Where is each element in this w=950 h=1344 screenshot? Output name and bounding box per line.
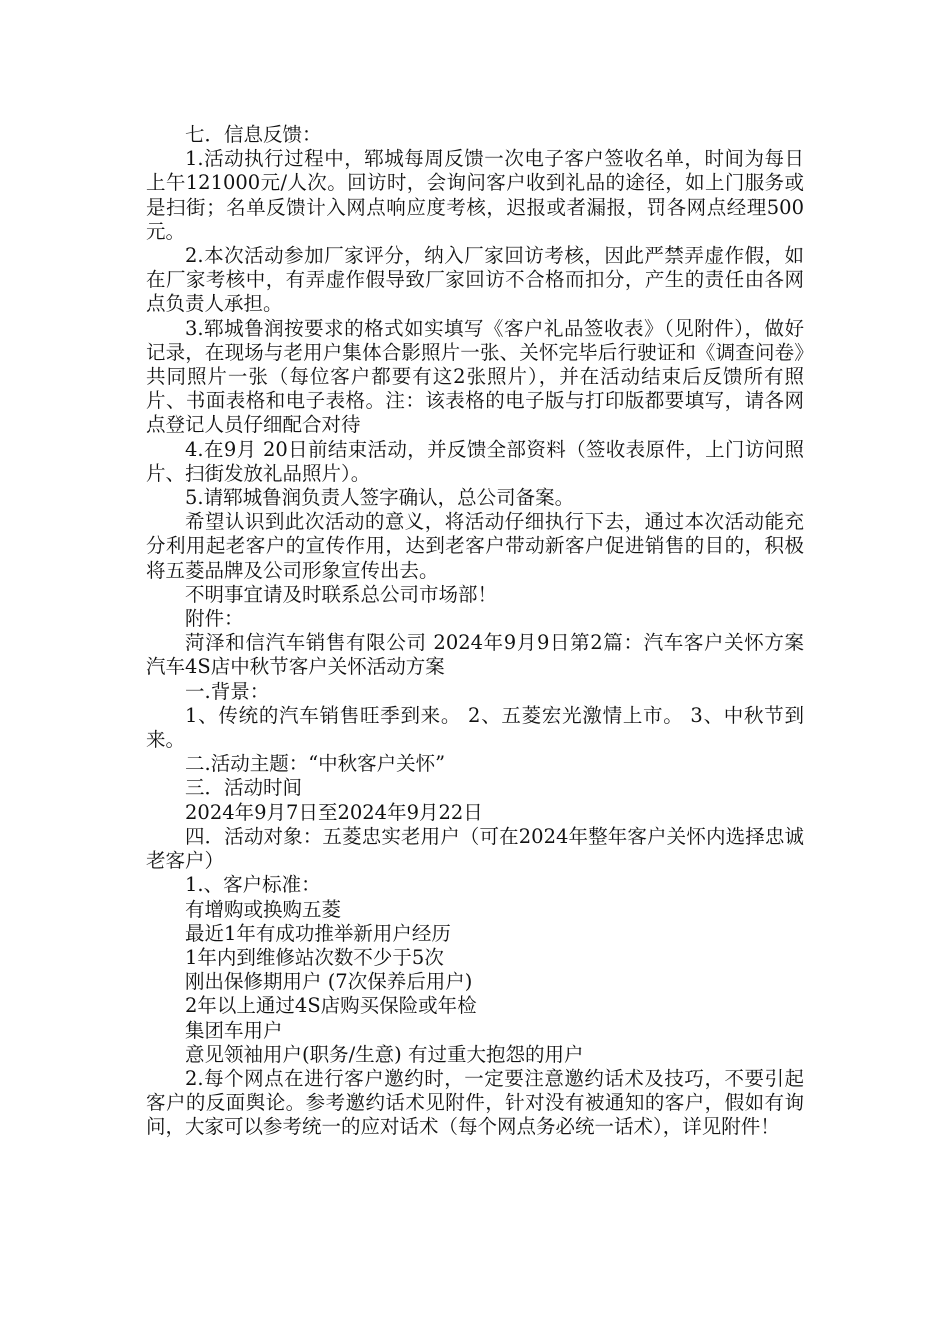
paragraph-feedback-3: 3.郓城鲁润按要求的格式如实填写《客户礼品签收表》（见附件），做好记录，在现场与老用户集体合影照片一张、关怀完毕后行驶证和《调查问卷》共同照片一张（每位客户都要有这2张照片），并在活动结束后反馈所有照片、书面表格和电子表格。注：该表格的电子版与打印版都要填写，请各网点登记人员仔细配合对待 (146, 316, 804, 437)
paragraph-feedback-1: 1.活动执行过程中，郓城每周反馈一次电子客户签收名单，时间为每日上午121000元/人次。回访时，会询问客户收到礼品的途径，如上门服务或是扫街；名单反馈计入网点响应度考核，迟报或者漏报，罚各网点经理500元。 (146, 147, 804, 243)
paragraph-feedback-5: 5.请郓城鲁润负责人签字确认，总公司备案。 (185, 486, 575, 510)
section-heading-theme: 二.活动主题：“中秋客户关怀” (185, 752, 446, 776)
paragraph-invitation: 2.每个网点在进行客户邀约时，一定要注意邀约话术及技巧，不要引起客户的反面舆论。参考邀约话术见附件，针对没有被通知的客户，假如有询问，大家可以参考统一的应对话术（每个网点务必统一话术），详见附件！ (146, 1066, 804, 1139)
paragraph-feedback-2: 2.本次活动参加厂家评分，纳入厂家回访考核，因此严禁弄虚作假，如在厂家考核中，有弄虚作假导致厂家回访不合格而扣分，产生的责任由各网点负责人承担。 (146, 244, 804, 316)
criteria-item: 最近1年有成功推举新用户经历 (185, 921, 451, 945)
criteria-item: 有增购或换购五菱 (185, 897, 342, 921)
criteria-item: 集团车用户 (185, 1018, 283, 1042)
paragraph-feedback-4: 4.在9月 20日前结束活动，并反馈全部资料（签收表原件，上门访问照片、扫街发放礼品照片）。 (146, 437, 804, 485)
criteria-item: 2年以上通过4S店购买保险或年检 (185, 994, 477, 1018)
paragraph-hope: 希望认识到此次活动的意义，将活动仔细执行下去，通过本次活动能充分利用起老客户的宣传作用，达到老客户带动新客户促进销售的目的，积极将五菱品牌及公司形象宣传出去。 (146, 510, 804, 582)
section-heading-background: 一.背景： (185, 679, 270, 703)
section-heading-target: 四．活动对象：五菱忠实老用户（可在2024年整年客户关怀内选择忠诚老客户） (146, 824, 804, 873)
criteria-item: 意见领袖用户(职务/生意) 有过重大抱怨的用户 (185, 1042, 584, 1066)
paragraph-time-range: 2024年9月7日至2024年9月22日 (185, 800, 483, 824)
paragraph-company-signature: 菏泽和信汽车销售有限公司 2024年9月9日第2篇：汽车客户关怀方案汽车4S店中秋节客户关怀活动方案 (146, 631, 804, 679)
subheading-customer-criteria: 1.、客户标准： (185, 873, 321, 897)
section-heading-feedback: 七．信息反馈： (185, 123, 322, 146)
section-heading-time: 三．活动时间 (185, 776, 303, 800)
paragraph-attachment: 附件： (185, 607, 244, 631)
paragraph-background-items: 1、传统的汽车销售旺季到来。 2、五菱宏光激情上市。 3、中秋节到来。 (146, 703, 804, 752)
paragraph-contact: 不明事宜请及时联系总公司市场部！ (185, 582, 498, 606)
document-body (146, 123, 804, 1140)
criteria-item: 1年内到维修站次数不少于5次 (185, 945, 444, 969)
criteria-item: 刚出保修期用户 (7次保养后用户) (185, 970, 473, 994)
